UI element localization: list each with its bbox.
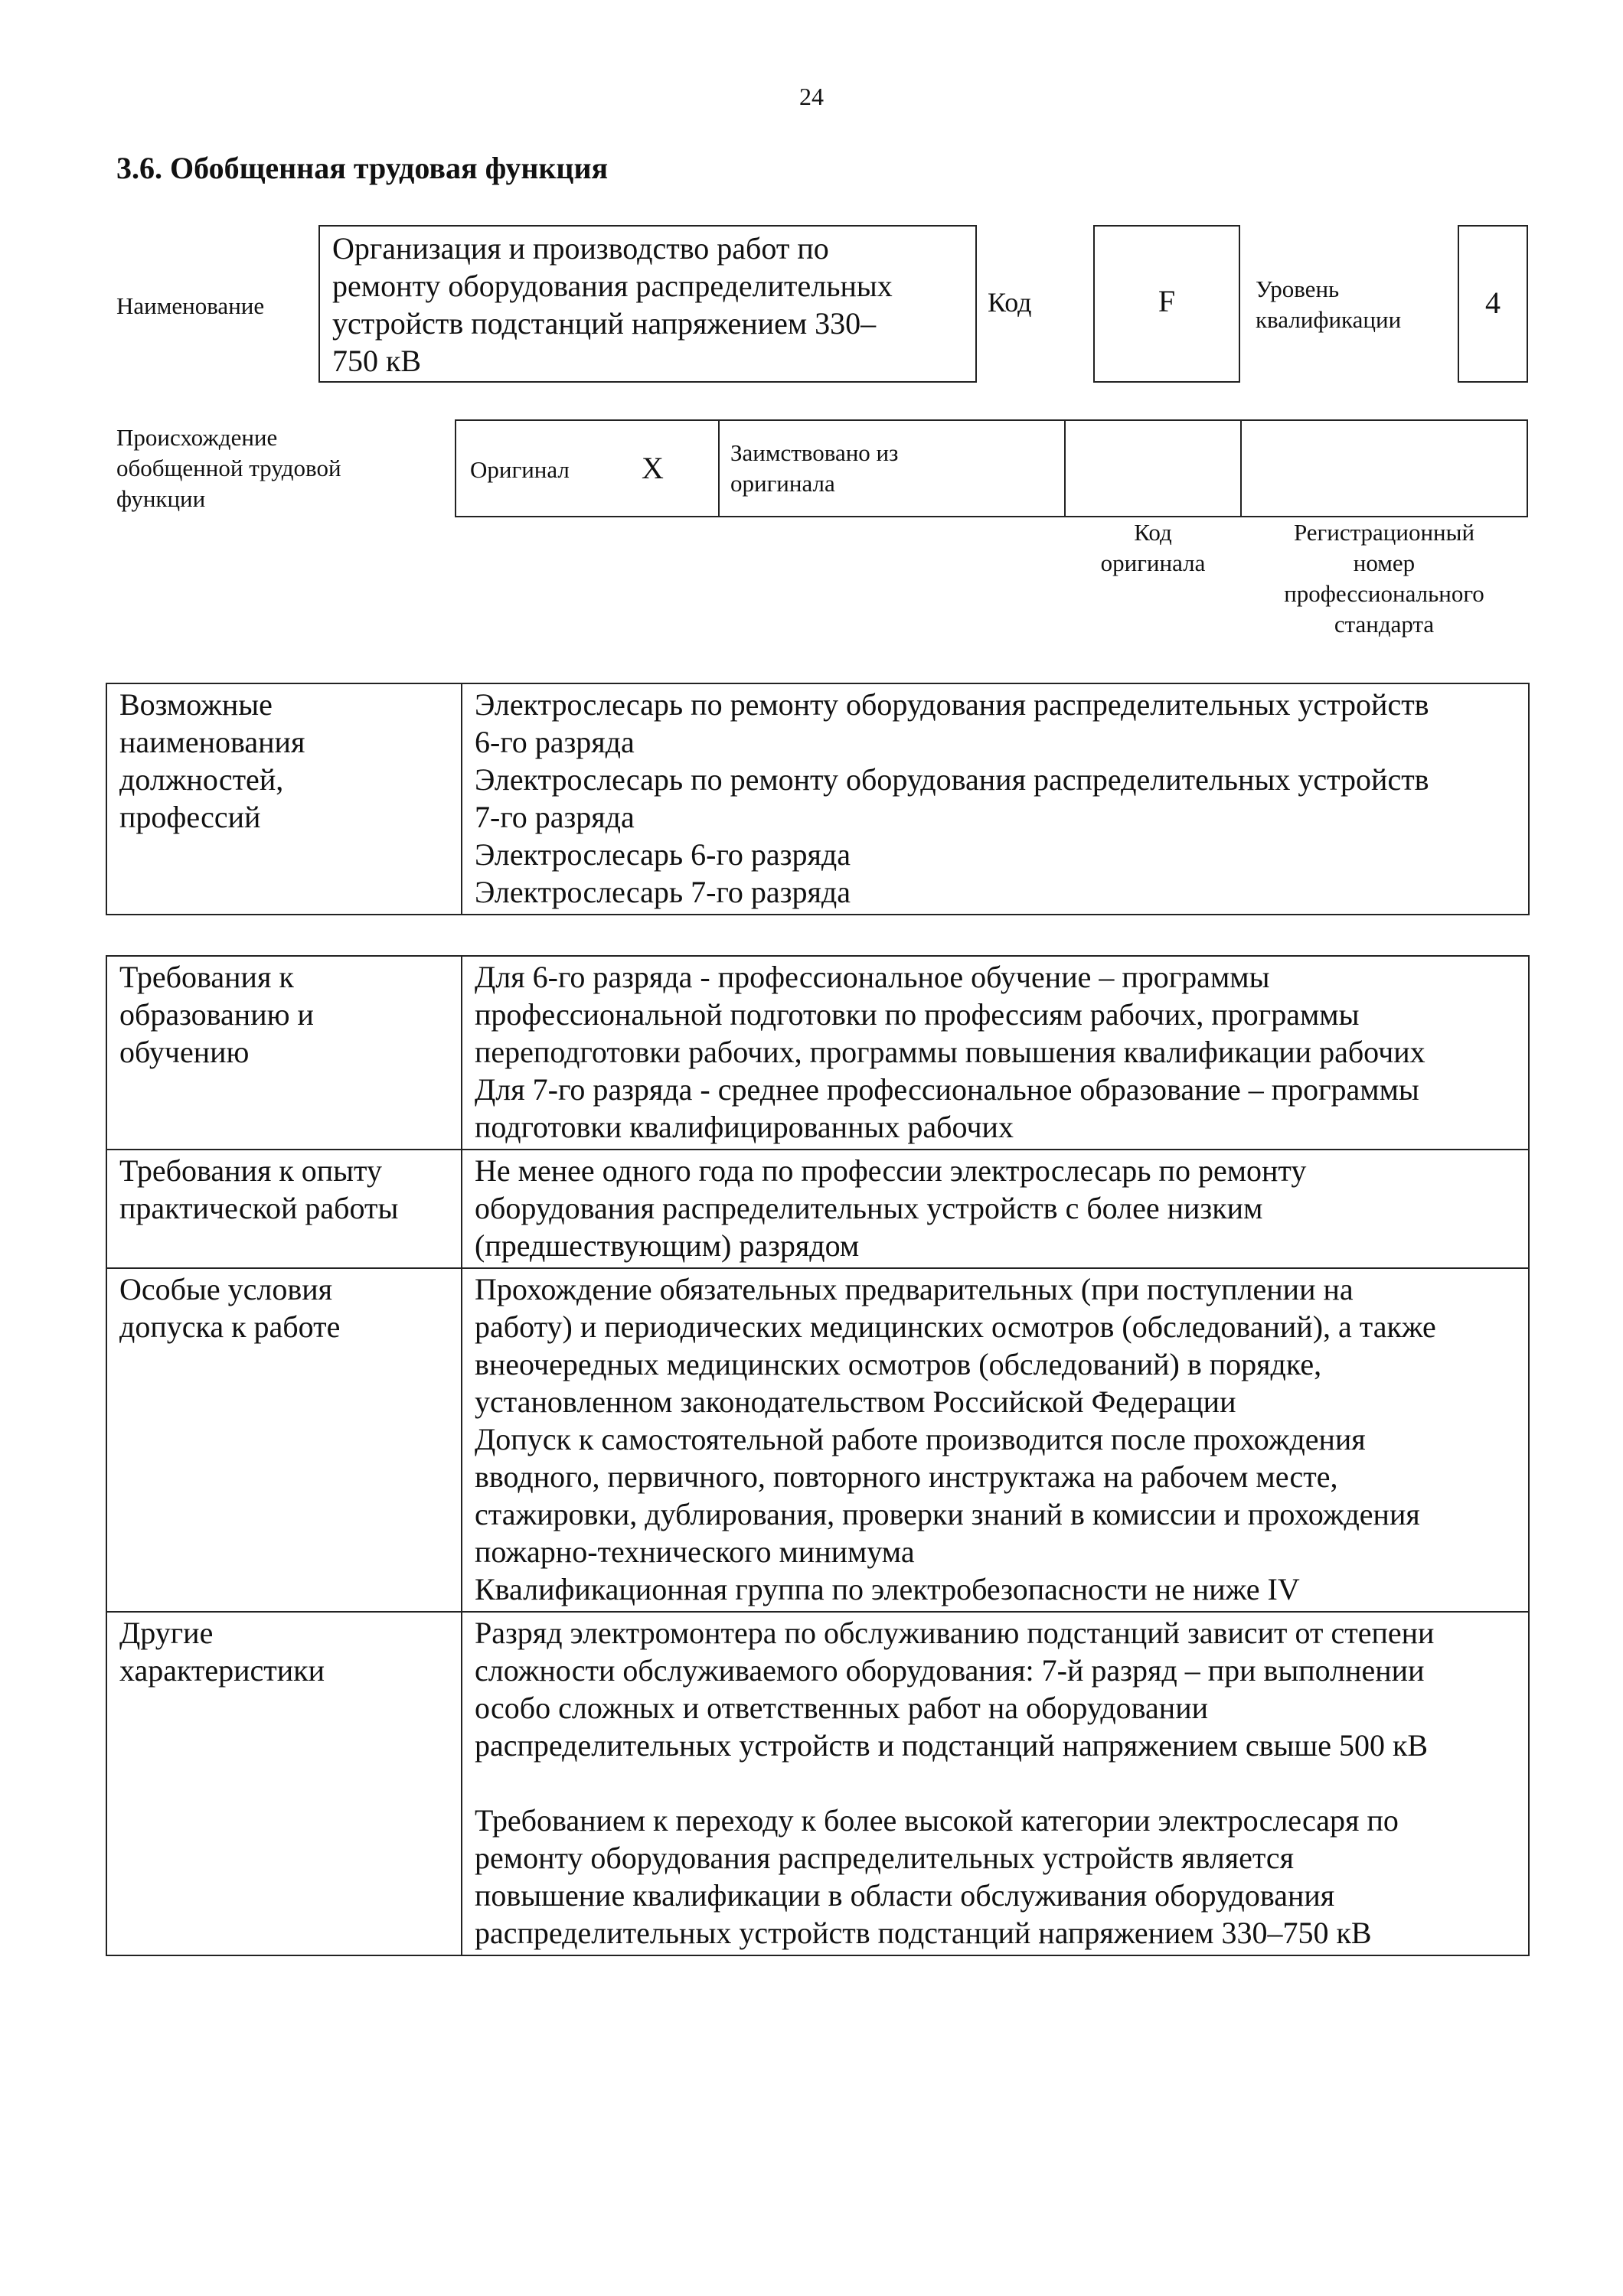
requirements-table [106, 955, 1530, 1956]
experience-value-cell [462, 1150, 1529, 1268]
table-row [106, 683, 1529, 915]
name-line: ремонту оборудования распределительных [332, 269, 893, 303]
value-line: Электрослесарь 6-го разряда [475, 837, 851, 872]
origin-original-label: Оригинал [470, 456, 570, 483]
name-label: Наименование [116, 292, 265, 319]
level-label-line: квалификации [1256, 306, 1402, 333]
level-label-line: Уровень [1256, 276, 1340, 302]
label-line: должностей, [119, 762, 284, 797]
value-line: особо сложных и ответственных работ на оборудовании [475, 1691, 1209, 1725]
section-title: 3.6. Обобщенная трудовая функция [116, 151, 609, 185]
value-line: Электрослесарь по ремонту оборудования распределительных устройств [475, 762, 1429, 797]
code-label: Код [988, 287, 1032, 318]
label-line: образованию и [119, 997, 314, 1032]
value-line: работу) и периодических медицинских осмотров (обследований), а также [475, 1309, 1436, 1344]
table-row [106, 956, 1529, 1150]
reg-caption-line: стандарта [1334, 611, 1435, 638]
reg-caption-line: Регистрационный [1293, 519, 1475, 546]
value-line: 7-го разряда [475, 800, 635, 834]
value-line: Прохождение обязательных предварительных (при поступлении на [475, 1272, 1354, 1306]
origin-label [116, 422, 341, 514]
value-line: переподготовки рабочих, программы повышения квалификации рабочих [475, 1035, 1425, 1069]
value-line: Электрослесарь по ремонту оборудования распределительных устройств [475, 687, 1429, 722]
table-row [106, 1612, 1529, 1955]
label-line: Особые условия [119, 1272, 333, 1306]
origin-borrowed-label [730, 438, 898, 499]
value-line: Не менее одного года по профессии электрослесарь по ремонту [475, 1153, 1307, 1188]
label-line: обучению [119, 1035, 250, 1069]
reg-caption-line: профессионального [1284, 580, 1484, 607]
table-row [106, 1150, 1529, 1268]
reg-caption-line: номер [1353, 550, 1416, 576]
table-row [106, 1268, 1529, 1612]
value-line: (предшествующим) разрядом [475, 1228, 860, 1263]
label-line: Возможные [119, 687, 273, 722]
conditions-label-cell [106, 1268, 462, 1612]
positions-label-cell [106, 683, 462, 915]
value-line: сложности обслуживаемого оборудования: 7-й разряд – при выполнении [475, 1653, 1425, 1688]
value-line: Для 7-го разряда - среднее профессиональное образование – программы [475, 1072, 1419, 1107]
origin-reg-caption [1240, 517, 1528, 640]
other-label-cell [106, 1612, 462, 1955]
value-line: установленном законодательством Российской Федерации [475, 1384, 1236, 1419]
label-line: Требования к [119, 960, 294, 994]
origin-label-line: обобщенной трудовой [116, 455, 341, 481]
label-line: Требования к опыту [119, 1153, 383, 1188]
value-line: Требованием к переходу к более высокой категории электрослесаря по [475, 1803, 1399, 1838]
level-value: 4 [1485, 285, 1501, 320]
education-label-cell [106, 956, 462, 1150]
conditions-value-cell [462, 1268, 1529, 1612]
education-value-cell [462, 956, 1529, 1150]
label-line: допуска к работе [119, 1309, 341, 1344]
positions-value-cell [462, 683, 1529, 915]
value-line: Квалификационная группа по электробезопасности не ниже IV [475, 1572, 1300, 1606]
page-number: 24 [799, 83, 824, 110]
origin-label-line: функции [116, 485, 206, 512]
label-line: характеристики [119, 1653, 325, 1688]
value-line: распределительных устройств подстанций напряжением 330–750 кВ [475, 1916, 1372, 1950]
level-label [1256, 274, 1401, 335]
label-line: наименования [119, 725, 305, 759]
name-line: устройств подстанций напряжением 330– [332, 306, 877, 341]
value-line: пожарно-технического минимума [475, 1534, 915, 1569]
label-line: профессий [119, 800, 261, 834]
code-caption-line: оригинала [1100, 550, 1206, 576]
experience-label-cell [106, 1150, 462, 1268]
label-line: Другие [119, 1616, 214, 1650]
name-value [332, 230, 893, 380]
code-caption-line: Код [1134, 519, 1172, 546]
value-line: подготовки квалифицированных рабочих [475, 1110, 1014, 1144]
value-line: Допуск к самостоятельной работе производится после прохождения [475, 1422, 1366, 1456]
value-line: распределительных устройств и подстанций напряжением свыше 500 кВ [475, 1728, 1429, 1763]
name-line: Организация и производство работ по [332, 231, 829, 266]
origin-reg-cell [1240, 419, 1528, 517]
label-line: практической работы [119, 1191, 399, 1225]
value-line: вводного, первичного, повторного инструктажа на рабочем месте, [475, 1459, 1338, 1494]
value-line: профессиональной подготовки по профессиям рабочих, программы [475, 997, 1360, 1032]
other-value-cell [462, 1612, 1529, 1955]
value-line: Разряд электромонтера по обслуживанию подстанций зависит от степени [475, 1616, 1435, 1650]
origin-code-caption [1064, 517, 1242, 579]
code-value: F [1158, 284, 1176, 318]
value-line: внеочередных медицинских осмотров (обследований) в порядке, [475, 1347, 1322, 1381]
origin-code-cell [1064, 419, 1242, 517]
value-line: Электрослесарь 7-го разряда [475, 875, 851, 909]
value-line: повышение квалификации в области обслуживания оборудования [475, 1878, 1335, 1913]
origin-original-mark: X [642, 451, 664, 485]
value-line [475, 1764, 1520, 1802]
value-line: оборудования распределительных устройств с более низким [475, 1191, 1263, 1225]
value-line: 6-го разряда [475, 725, 635, 759]
borrowed-label-line: оригинала [730, 470, 835, 497]
value-line: Для 6-го разряда - профессиональное обучение – программы [475, 960, 1270, 994]
value-line: ремонту оборудования распределительных устройств является [475, 1841, 1294, 1875]
value-line: стажировки, дублирования, проверки знаний в комиссии и прохождения [475, 1497, 1420, 1531]
positions-table [106, 683, 1530, 915]
origin-label-line: Происхождение [116, 424, 278, 451]
name-line: 750 кВ [332, 344, 422, 378]
borrowed-label-line: Заимствовано из [730, 439, 899, 466]
